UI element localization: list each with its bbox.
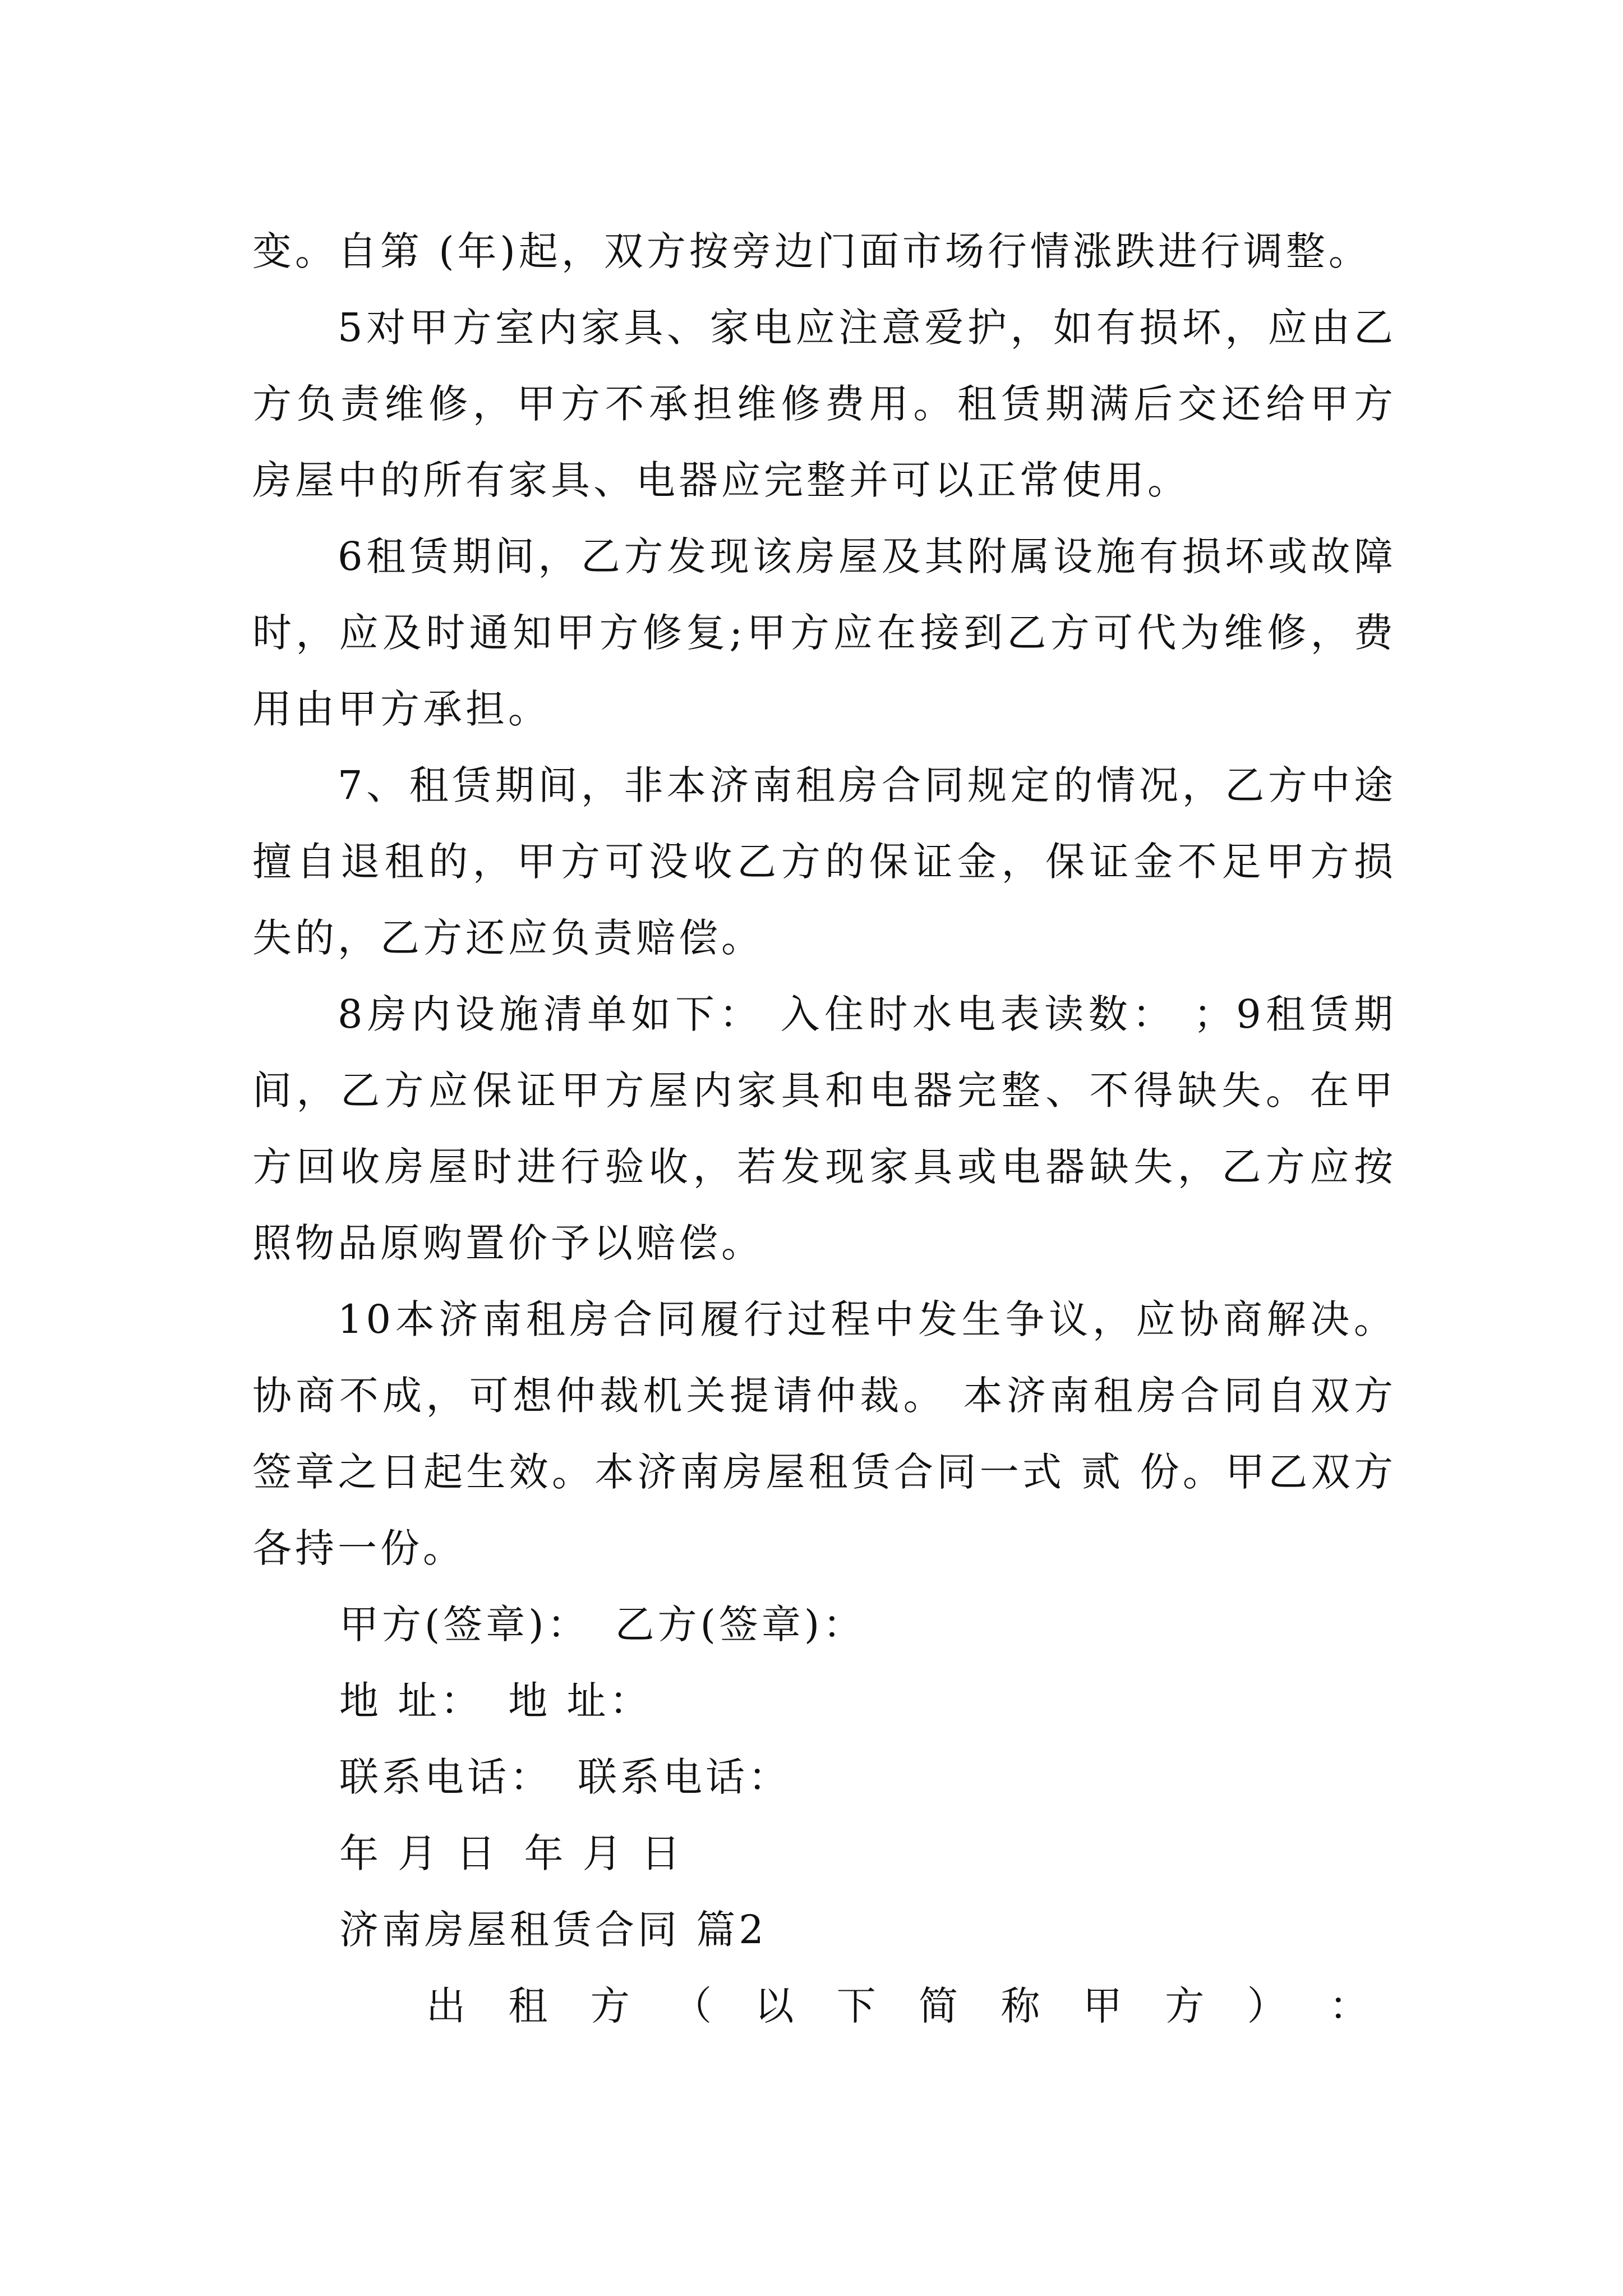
- party-b-date-label: 年 月 日: [524, 1830, 684, 1876]
- lessor-char: （: [672, 1983, 712, 2029]
- lessor-char: ：: [1329, 1983, 1368, 2029]
- lessor-char: 出: [426, 1983, 465, 2029]
- address-line: [339, 1663, 652, 1739]
- next-contract-title: 济南房屋租赁合同 篇2: [339, 1907, 767, 1953]
- paragraph-clause-6: 6租赁期间，乙方发现该房屋及其附属设施有损坏或故障时，应及时通知甲方修复;甲方应在接到乙方可代为维修，费用由甲方承担。: [252, 533, 1396, 732]
- lessor-char: ）: [1247, 1983, 1287, 2029]
- lessor-char: 方: [590, 1983, 630, 2029]
- paragraph-clause-8-9: 8房内设施清单如下： 入住时水电表读数： ；9租赁期间，乙方应保证甲方屋内家具和电器完整、不得缺失。在甲方回收房屋时进行验收，若发现家具或电器缺失，乙方应按照物品原购置价予以赔偿。: [252, 991, 1396, 1266]
- party-a-date-label: 年 月 日: [339, 1830, 499, 1876]
- paragraph-clause-5: 5对甲方室内家具、家电应注意爱护，如有损坏，应由乙方负责维修，甲方不承担维修费用。租赁期满后交还给甲方房屋中的所有家具、电器应完整并可以正常使用。: [252, 305, 1396, 503]
- party-b-address-label: 地 址：: [508, 1678, 652, 1724]
- lessor-char: 方: [1165, 1983, 1205, 2029]
- lessor-char: 甲: [1082, 1983, 1122, 2029]
- phone-line: [339, 1739, 791, 1815]
- date-line: [339, 1815, 684, 1892]
- paragraph-clause-10: 10本济南租房合同履行过程中发生争议，应协商解决。协商不成，可想仲裁机关提请仲裁。 本济南租房合同自双方签章之日起生效。本济南房屋租赁合同一式 贰 份。甲乙双方各持一份。: [252, 1296, 1396, 1571]
- party-a-address-label: 地 址：: [339, 1678, 483, 1724]
- lessor-char: 以: [754, 1983, 794, 2029]
- party-a-signature-label: 甲方(签章)：: [339, 1602, 590, 1648]
- signature-line: [339, 1586, 865, 1663]
- lessor-char: 简: [919, 1983, 958, 2029]
- party-a-phone-label: 联系电话：: [339, 1754, 552, 1800]
- lessor-char: 下: [836, 1983, 876, 2029]
- party-b-signature-label: 乙方(签章)：: [615, 1602, 866, 1648]
- lessor-line: [426, 1968, 1368, 2044]
- party-b-phone-label: 联系电话：: [578, 1754, 791, 1800]
- paragraph-rent-adjustment: 变。自第 (年)起，双方按旁边门面市场行情涨跌进行调整。: [252, 228, 1371, 274]
- lessor-char: 租: [508, 1983, 548, 2029]
- paragraph-clause-7: 7、租赁期间，非本济南租房合同规定的情况，乙方中途擅自退租的，甲方可没收乙方的保证金，保证金不足甲方损失的，乙方还应负责赔偿。: [252, 762, 1396, 961]
- lessor-char: 称: [1000, 1983, 1040, 2029]
